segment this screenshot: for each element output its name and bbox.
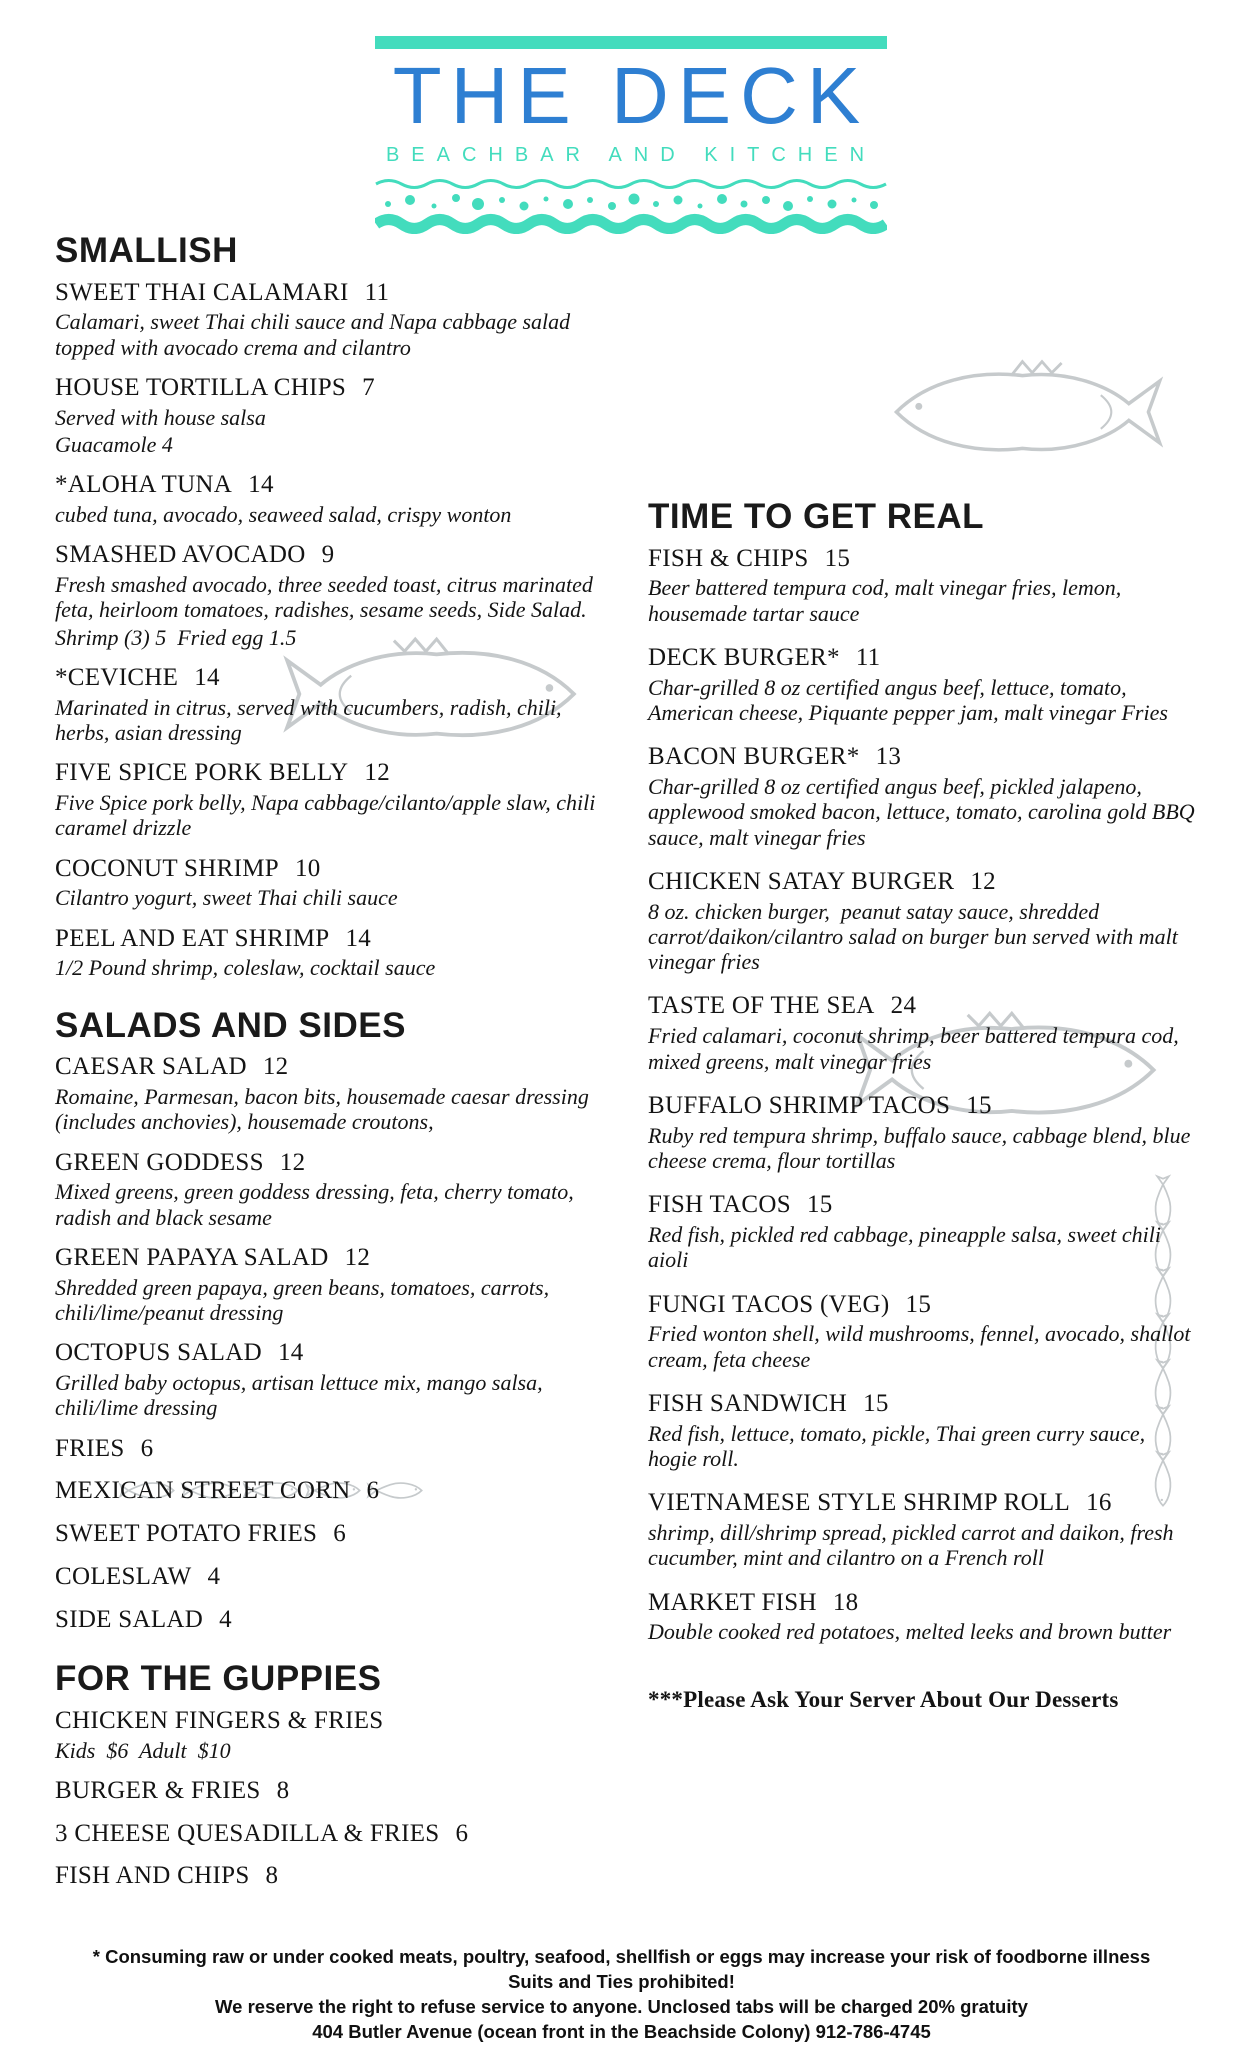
item-price: 7 xyxy=(362,373,375,401)
item-title xyxy=(55,925,603,954)
item-title xyxy=(55,1820,603,1849)
item-description: Cilantro yogurt, sweet Thai chili sauce xyxy=(55,885,398,911)
item-name: BURGER & FRIES xyxy=(55,1776,261,1804)
item-title xyxy=(55,1606,603,1635)
section-items xyxy=(55,1707,603,1891)
section-heading: TIME TO GET REAL xyxy=(648,497,984,536)
section-for-the-guppies xyxy=(55,1660,603,1891)
menu-item xyxy=(55,1149,603,1230)
item-name: 3 CHEESE QUESADILLA & FRIES xyxy=(55,1819,440,1847)
item-name: TASTE OF THE SEA xyxy=(648,992,875,1020)
item-title xyxy=(55,1862,603,1891)
item-name: SWEET THAI CALAMARI xyxy=(55,278,349,306)
item-price: 12 xyxy=(279,1148,306,1176)
item-description: 8 oz. chicken burger, peanut satay sauce, shredded carrot/daikon/cilantro salad on burger bun served with malt vinegar fries xyxy=(648,898,1184,975)
item-price: 14 xyxy=(277,1339,304,1367)
item-price: 12 xyxy=(262,1053,289,1081)
item-name: FIVE SPICE PORK BELLY xyxy=(55,759,349,787)
item-name: *ALOHA TUNA xyxy=(55,471,233,499)
item-price: 4 xyxy=(219,1605,232,1633)
menu-item xyxy=(55,759,603,840)
menu-item xyxy=(55,855,603,911)
section-items xyxy=(55,279,603,981)
item-name: PEEL AND EAT SHRIMP xyxy=(55,924,330,952)
section-items xyxy=(648,544,1201,1645)
item-title xyxy=(55,855,603,884)
item-name: CHICKEN SATAY BURGER xyxy=(648,867,955,895)
item-price: 6 xyxy=(366,1477,380,1505)
item-title xyxy=(55,1520,603,1549)
item-price: 18 xyxy=(832,1588,859,1616)
item-description: Ruby red tempura shrimp, buffalo sauce, cabbage blend, blue cheese crema, flour tortillas xyxy=(648,1122,1196,1173)
section-items xyxy=(55,1053,603,1634)
item-title xyxy=(648,1191,1196,1220)
menu-item xyxy=(55,1707,603,1763)
item-title xyxy=(648,644,1196,673)
item-description: Red fish, lettuce, tomato, pickle, Thai green curry sauce, hogie roll. xyxy=(648,1420,1151,1471)
menu-item xyxy=(648,1589,1196,1645)
item-description-extra: Guacamole 4 xyxy=(55,431,173,457)
item-price: 15 xyxy=(966,1091,992,1119)
item-name: CHICKEN FINGERS & FRIES xyxy=(55,1706,384,1734)
item-price: 15 xyxy=(905,1290,932,1318)
menu-item xyxy=(648,1489,1196,1570)
wave-dots-decoration xyxy=(375,176,887,234)
footer xyxy=(0,1944,1243,2044)
footer-line: * Consuming raw or under cooked meats, poultry, seafood, shellfish or eggs may increase your risk of foodborne illness xyxy=(92,1946,1151,1967)
item-title xyxy=(55,1477,603,1506)
menu-item xyxy=(55,1777,603,1806)
menu-item xyxy=(55,1339,603,1420)
item-price: 12 xyxy=(344,1243,371,1271)
item-name: COCONUT SHRIMP xyxy=(55,854,279,882)
footer-line: Suits and Ties prohibited! xyxy=(508,1971,735,1992)
item-title xyxy=(55,1339,603,1368)
item-price: 14 xyxy=(248,471,274,499)
item-price: 8 xyxy=(265,1862,279,1890)
item-name: FRIES xyxy=(55,1434,125,1462)
item-title xyxy=(648,1390,1196,1419)
item-name: GREEN PAPAYA SALAD xyxy=(55,1243,329,1271)
item-name: SWEET POTATO FRIES xyxy=(55,1520,318,1548)
item-price: 14 xyxy=(194,663,220,691)
item-title xyxy=(55,1435,603,1464)
item-description: shrimp, dill/shrimp spread, pickled carrot and daikon, fresh cucumber, mint and cilantro on a French roll xyxy=(648,1519,1180,1571)
menu-item xyxy=(648,743,1201,850)
item-name: DECK BURGER* xyxy=(648,643,840,671)
menu-item xyxy=(55,1820,603,1849)
item-title xyxy=(55,1707,603,1736)
item-title xyxy=(55,759,603,788)
item-name: SIDE SALAD xyxy=(55,1605,204,1633)
item-description: Served with house salsa xyxy=(55,404,266,430)
item-description: Char-grilled 8 oz certified angus beef, pickled jalapeno, applewood smoked bacon, lettuce, tomato, carolina gold BBQ sauce, malt vinegar fries xyxy=(648,773,1201,850)
menu-item xyxy=(55,1520,603,1549)
item-price: 13 xyxy=(875,743,902,771)
item-name: OCTOPUS SALAD xyxy=(55,1339,262,1367)
menu-item xyxy=(648,1291,1196,1372)
restaurant-logo xyxy=(375,36,887,234)
item-price: 11 xyxy=(364,278,390,306)
menu-item xyxy=(55,1862,603,1891)
item-title xyxy=(55,541,603,570)
item-description: Romaine, Parmesan, bacon bits, housemade caesar dressing (includes anchovies), housemade croutons, xyxy=(55,1083,595,1135)
right-column xyxy=(648,497,1201,1713)
item-description: 1/2 Pound shrimp, coleslaw, cocktail sauce xyxy=(55,955,436,981)
item-title xyxy=(55,1149,603,1178)
item-name: CAESAR SALAD xyxy=(55,1053,247,1081)
item-description: Five Spice pork belly, Napa cabbage/cilanto/apple slaw, chili caramel drizzle xyxy=(55,789,601,841)
menu-item xyxy=(648,868,1196,975)
section-heading: SALADS AND SIDES xyxy=(55,1005,406,1045)
menu-item xyxy=(55,1244,603,1325)
item-title xyxy=(55,374,603,403)
menu-item xyxy=(55,1606,603,1635)
menu-item xyxy=(55,1053,603,1134)
item-price: 11 xyxy=(855,643,881,671)
left-column xyxy=(55,232,603,1905)
restaurant-tagline: BEACHBAR AND KITCHEN xyxy=(385,144,877,167)
menu-item xyxy=(55,541,603,650)
item-price: 12 xyxy=(970,867,996,895)
item-title xyxy=(648,1291,1196,1320)
item-description: cubed tuna, avocado, seaweed salad, crispy wonton xyxy=(55,501,512,527)
item-title xyxy=(55,1053,603,1082)
item-name: FUNGI TACOS (VEG) xyxy=(648,1290,890,1318)
item-title xyxy=(55,471,603,500)
item-title xyxy=(55,279,603,308)
item-price: 6 xyxy=(455,1819,469,1847)
item-description: Beer battered tempura cod, malt vinegar fries, lemon, housemade tartar sauce xyxy=(648,575,1127,626)
item-name: MEXICAN STREET CORN xyxy=(55,1477,351,1505)
item-name: HOUSE TORTILLA CHIPS xyxy=(55,373,347,401)
item-price: 12 xyxy=(364,759,391,787)
menu-item xyxy=(648,545,1196,626)
item-name: BACON BURGER* xyxy=(648,743,860,771)
item-description: Kids $6 Adult $10 xyxy=(55,1737,231,1763)
section-smallish xyxy=(55,232,603,981)
menu-item xyxy=(55,374,603,457)
item-description: Fried wonton shell, wild mushrooms, fennel, avocado, shallot cream, feta cheese xyxy=(648,1321,1196,1372)
item-description: Fresh smashed avocado, three seeded toast, citrus marinated feta, heirloom tomatoes, radishes, sesame seeds, Side Salad. xyxy=(55,571,599,623)
item-price: 4 xyxy=(207,1562,221,1590)
menu-item xyxy=(648,1092,1196,1173)
item-description: Double cooked red potatoes, melted leeks and brown butter xyxy=(648,1619,1172,1645)
item-price: 15 xyxy=(824,544,851,572)
item-price: 6 xyxy=(333,1520,347,1548)
item-price: 15 xyxy=(806,1191,833,1219)
footer-line: We reserve the right to refuse service to anyone. Unclosed tabs will be charged 20% gratuity xyxy=(215,1996,1028,2017)
menu-item xyxy=(648,992,1196,1073)
item-price: 24 xyxy=(890,992,917,1020)
item-price: 8 xyxy=(276,1776,290,1804)
item-description-extra: Shrimp (3) 5 Fried egg 1.5 xyxy=(55,624,297,650)
restaurant-name: THE DECK xyxy=(392,51,870,140)
item-name: COLESLAW xyxy=(55,1562,192,1590)
footer-line: 404 Butler Avenue (ocean front in the Beachside Colony) 912-786-4745 xyxy=(312,2021,931,2042)
item-description: Mixed greens, green goddess dressing, feta, cherry tomato, radish and black sesame xyxy=(55,1179,580,1230)
item-description: Calamari, sweet Thai chili sauce and Napa cabbage salad topped with avocado crema and cilantro xyxy=(55,309,576,360)
item-name: BUFFALO SHRIMP TACOS xyxy=(648,1091,951,1119)
item-description: Grilled baby octopus, artisan lettuce mix, mango salsa, chili/lime dressing xyxy=(55,1369,549,1421)
menu-item xyxy=(55,1435,603,1464)
item-title xyxy=(648,868,1196,897)
item-name: VIETNAMESE STYLE SHRIMP ROLL xyxy=(648,1489,1071,1517)
section-heading: SMALLISH xyxy=(55,231,238,270)
item-title xyxy=(648,992,1196,1021)
menu-item xyxy=(648,1390,1196,1471)
item-description: Marinated in citrus, served with cucumbers, radish, chili, herbs, asian dressing xyxy=(55,694,568,745)
item-name: FISH TACOS xyxy=(648,1191,791,1219)
item-price: 6 xyxy=(140,1434,154,1462)
item-title xyxy=(55,1563,603,1592)
desserts-note: ***Please Ask Your Server About Our Desserts xyxy=(648,1686,1119,1712)
section-salads-and-sides xyxy=(55,1007,603,1635)
item-name: FISH AND CHIPS xyxy=(55,1862,250,1890)
menu-item xyxy=(55,1477,603,1506)
menu-item xyxy=(55,925,603,981)
item-title xyxy=(55,1777,603,1806)
section-time-to-get-real xyxy=(648,497,1201,1713)
menu-item xyxy=(648,644,1196,725)
item-title xyxy=(648,545,1196,574)
section-heading: FOR THE GUPPIES xyxy=(55,1659,382,1699)
item-title xyxy=(648,1092,1196,1121)
item-title xyxy=(55,664,603,693)
item-price: 14 xyxy=(345,924,372,952)
menu-item xyxy=(55,1563,603,1592)
item-name: FISH & CHIPS xyxy=(648,544,809,572)
item-description: Fried calamari, coconut shrimp, beer battered tempura cod, mixed greens, malt vinegar fries xyxy=(648,1023,1185,1074)
item-price: 9 xyxy=(321,541,335,569)
item-description: Red fish, pickled red cabbage, pineapple salsa, sweet chili aioli xyxy=(648,1221,1167,1273)
menu-item xyxy=(648,1191,1196,1272)
item-price: 16 xyxy=(1086,1489,1112,1517)
item-price: 10 xyxy=(294,854,321,882)
item-description: Char-grilled 8 oz certified angus beef, lettuce, tomato, American cheese, Piquante pepper jam, malt vinegar Fries xyxy=(648,674,1168,725)
item-name: SMASHED AVOCADO xyxy=(55,541,306,569)
item-price: 15 xyxy=(863,1389,889,1417)
item-title xyxy=(648,743,1196,772)
item-title xyxy=(648,1589,1196,1618)
item-title xyxy=(55,1244,603,1273)
item-name: *CEVICHE xyxy=(55,663,179,691)
item-title xyxy=(648,1489,1196,1518)
menu-item xyxy=(55,279,603,360)
item-description: Shredded green papaya, green beans, tomatoes, carrots, chili/lime/peanut dressing xyxy=(55,1274,555,1325)
menu-item xyxy=(55,471,603,527)
fish-outline-icon xyxy=(878,356,1178,468)
item-name: GREEN GODDESS xyxy=(55,1148,264,1176)
logo-top-bar-decoration xyxy=(375,36,887,49)
item-name: FISH SANDWICH xyxy=(648,1389,848,1417)
menu-item xyxy=(55,664,603,745)
item-name: MARKET FISH xyxy=(648,1588,817,1616)
